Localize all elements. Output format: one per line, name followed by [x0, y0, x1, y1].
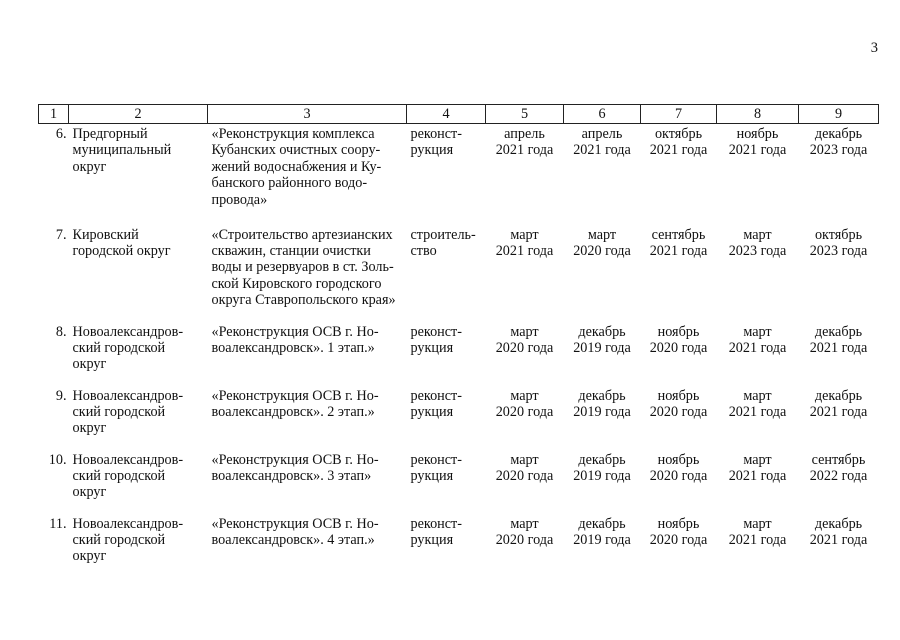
date-d7	[641, 514, 717, 610]
municipality-name-line: ский городской	[72, 403, 166, 420]
date-d9	[799, 225, 879, 322]
object-name	[208, 322, 407, 386]
work-type-line: рукция	[410, 531, 454, 548]
municipality-name-line: Кировский	[72, 226, 139, 243]
date-d8	[717, 124, 799, 225]
row-number: 10.	[48, 451, 67, 468]
column-header: 2	[69, 105, 208, 124]
object-name-line: скважин, станции очистки	[211, 242, 371, 259]
date-d8-line: март	[743, 323, 772, 340]
date-d6	[564, 514, 641, 610]
column-header: 5	[486, 105, 564, 124]
date-d9	[799, 386, 879, 450]
row-number: 11.	[49, 515, 67, 532]
date-d5-line: 2020 года	[495, 403, 554, 420]
column-header: 1	[39, 105, 69, 124]
date-d7	[641, 124, 717, 225]
work-type-line: строитель-	[410, 226, 476, 243]
table-row	[39, 450, 879, 514]
object-name-line: воды и резервуаров в ст. Золь-	[211, 259, 394, 276]
object-name-line: воалександровск». 1 этап.»	[211, 339, 375, 356]
work-type-line: реконст-	[410, 387, 462, 404]
date-d9-line: 2021 года	[809, 531, 868, 548]
object-name-line: провода»	[211, 191, 268, 208]
date-d7	[641, 225, 717, 322]
date-d7-line: октябрь	[654, 126, 703, 142]
date-d7-line: сентябрь	[651, 226, 706, 243]
date-d7	[641, 386, 717, 450]
work-type-line: реконст-	[410, 323, 462, 340]
date-d9	[799, 450, 879, 514]
municipality-name-line: ский городской	[72, 531, 166, 548]
date-d6-line: 2020 года	[573, 242, 631, 259]
column-header: 6	[564, 105, 641, 124]
schedule-table	[38, 104, 879, 610]
municipality-name	[69, 386, 208, 450]
date-d6-line: декабрь	[578, 323, 626, 340]
work-type	[407, 124, 486, 225]
date-d9-line: 2021 года	[809, 403, 868, 420]
date-d6	[564, 225, 641, 322]
date-d7-line: ноябрь	[657, 323, 700, 340]
date-d7-line: ноябрь	[657, 515, 700, 532]
date-d9	[799, 322, 879, 386]
work-type-line: рукция	[410, 467, 454, 484]
object-name-line: жений водоснабжения и Ку-	[211, 158, 382, 175]
date-d7-line: 2020 года	[649, 403, 708, 420]
municipality-name-line: Предгорный	[72, 126, 148, 142]
municipality-name	[69, 124, 208, 225]
date-d6-line: 2019 года	[573, 403, 631, 420]
date-d9-line: декабрь	[814, 323, 863, 340]
object-name-line: «Реконструкция ОСВ г. Но-	[211, 515, 379, 532]
object-name-line: округа Ставропольского края»	[211, 292, 396, 309]
date-d5	[486, 514, 564, 610]
date-d9-line: декабрь	[814, 515, 863, 532]
date-d8-line: ноябрь	[736, 126, 779, 142]
work-type-line: реконст-	[410, 126, 462, 142]
date-d5-line: 2021 года	[495, 242, 554, 259]
date-d9	[799, 124, 879, 225]
work-type-line: рукция	[410, 339, 454, 356]
date-d6-line: декабрь	[578, 387, 626, 404]
work-type-line: реконст-	[410, 451, 462, 468]
object-name-line: «Реконструкция комплекса	[211, 126, 375, 142]
date-d9-line: 2022 года	[809, 467, 868, 484]
date-d7-line: 2020 года	[649, 339, 708, 356]
date-d6-line: 2019 года	[573, 467, 631, 484]
municipality-name-line: округ	[72, 158, 107, 175]
date-d5-line: март	[510, 323, 539, 340]
date-d6-line: 2021 года	[573, 142, 631, 159]
table-row	[39, 225, 879, 322]
date-d9-line: декабрь	[814, 387, 863, 404]
date-d5-line: март	[510, 451, 539, 468]
date-d8	[717, 386, 799, 450]
table-row	[39, 386, 879, 450]
work-type-line: рукция	[410, 142, 454, 159]
municipality-name	[69, 514, 208, 610]
object-name-line: «Реконструкция ОСВ г. Но-	[211, 451, 379, 468]
date-d5	[486, 124, 564, 225]
object-name-line: банского районного водо-	[211, 175, 368, 192]
date-d6-line: март	[587, 226, 617, 243]
municipality-name-line: ский городской	[72, 467, 166, 484]
date-d5	[486, 322, 564, 386]
municipality-name	[69, 322, 208, 386]
object-name	[208, 450, 407, 514]
date-d6	[564, 322, 641, 386]
date-d5-line: март	[510, 387, 539, 404]
date-d7	[641, 322, 717, 386]
date-d6-line: декабрь	[578, 515, 626, 532]
date-d7-line: ноябрь	[657, 451, 700, 468]
date-d5-line: апрель	[504, 126, 545, 142]
municipality-name-line: Новоалександров-	[72, 387, 184, 404]
column-header: 3	[208, 105, 407, 124]
table-row	[39, 514, 879, 610]
municipality-name-line: Новоалександров-	[72, 451, 184, 468]
object-name-line: «Реконструкция ОСВ г. Но-	[211, 323, 379, 340]
column-header: 7	[641, 105, 717, 124]
object-name	[208, 386, 407, 450]
page-number: 3	[870, 40, 878, 56]
date-d6	[564, 124, 641, 225]
date-d6-line: 2019 года	[573, 339, 631, 356]
column-header: 8	[717, 105, 799, 124]
object-name-line: воалександровск». 2 этап.»	[211, 403, 375, 420]
date-d5-line: 2021 года	[495, 142, 554, 159]
date-d5-line: март	[510, 226, 539, 243]
date-d8	[717, 322, 799, 386]
municipality-name-line: Новоалександров-	[72, 515, 184, 532]
date-d5-line: март	[510, 515, 539, 532]
municipality-name	[69, 450, 208, 514]
date-d9-line: октябрь	[814, 226, 863, 243]
municipality-name-line: городской округ	[72, 242, 171, 259]
date-d7-line: ноябрь	[657, 387, 700, 404]
date-d8-line: март	[743, 451, 772, 468]
date-d8-line: 2021 года	[728, 142, 787, 159]
date-d9-line: 2021 года	[809, 339, 868, 356]
work-type-line: ство	[410, 242, 437, 259]
date-d5	[486, 450, 564, 514]
date-d6-line: декабрь	[578, 451, 626, 468]
municipality-name-line: Новоалександров-	[72, 323, 184, 340]
object-name	[208, 514, 407, 610]
work-type	[407, 386, 486, 450]
object-name-line: воалександровск». 4 этап.»	[211, 531, 375, 548]
object-name	[208, 124, 407, 225]
date-d8-line: март	[743, 515, 772, 532]
object-name-line: «Строительство артезианских	[211, 226, 393, 243]
date-d7-line: 2020 года	[649, 531, 708, 548]
date-d5-line: 2020 года	[495, 531, 554, 548]
date-d8-line: 2021 года	[728, 467, 787, 484]
date-d5	[486, 225, 564, 322]
municipality-name-line: муниципальный	[72, 142, 172, 159]
row-number: 9.	[55, 387, 67, 404]
object-name-line: воалександровск». 3 этап»	[211, 467, 372, 484]
table-row	[39, 322, 879, 386]
work-type-line: рукция	[410, 403, 454, 420]
date-d7-line: 2021 года	[649, 142, 708, 159]
date-d9-line: 2023 года	[809, 242, 868, 259]
date-d8-line: 2021 года	[728, 403, 787, 420]
work-type	[407, 450, 486, 514]
object-name-line: Кубанских очистных соору-	[211, 142, 381, 159]
column-header: 4	[407, 105, 486, 124]
municipality-name-line: округ	[72, 356, 107, 373]
date-d8	[717, 225, 799, 322]
object-name-line: «Реконструкция ОСВ г. Но-	[211, 387, 379, 404]
municipality-name-line: ский городской	[72, 339, 166, 356]
date-d8-line: 2021 года	[728, 339, 787, 356]
date-d6-line: 2019 года	[573, 531, 631, 548]
municipality-name-line: округ	[72, 484, 107, 501]
object-name	[208, 225, 407, 322]
date-d8-line: 2023 года	[728, 242, 787, 259]
date-d9-line: сентябрь	[811, 451, 866, 468]
municipality-name	[69, 225, 208, 322]
date-d6	[564, 450, 641, 514]
column-number-row	[39, 105, 879, 124]
date-d5	[486, 386, 564, 450]
date-d8-line: март	[743, 226, 772, 243]
date-d8	[717, 450, 799, 514]
date-d5-line: 2020 года	[495, 467, 554, 484]
date-d8	[717, 514, 799, 610]
date-d9-line: 2023 года	[809, 142, 868, 159]
date-d7-line: 2021 года	[649, 242, 708, 259]
date-d5-line: 2020 года	[495, 339, 554, 356]
date-d7	[641, 450, 717, 514]
date-d6-line: апрель	[581, 126, 623, 142]
row-number: 8.	[55, 323, 67, 340]
municipality-name-line: округ	[72, 420, 107, 437]
object-name-line: ской Кировского городского	[211, 275, 382, 292]
work-type	[407, 225, 486, 322]
municipality-name-line: округ	[72, 548, 107, 565]
date-d9	[799, 514, 879, 610]
date-d6	[564, 386, 641, 450]
row-number: 7.	[55, 226, 67, 243]
date-d7-line: 2020 года	[649, 467, 708, 484]
table-row	[39, 124, 879, 225]
date-d9-line: декабрь	[814, 126, 863, 142]
date-d8-line: март	[743, 387, 772, 404]
row-number: 6.	[55, 126, 67, 142]
date-d8-line: 2021 года	[728, 531, 787, 548]
work-type	[407, 322, 486, 386]
column-header: 9	[799, 105, 879, 124]
work-type	[407, 514, 486, 610]
work-type-line: реконст-	[410, 515, 462, 532]
